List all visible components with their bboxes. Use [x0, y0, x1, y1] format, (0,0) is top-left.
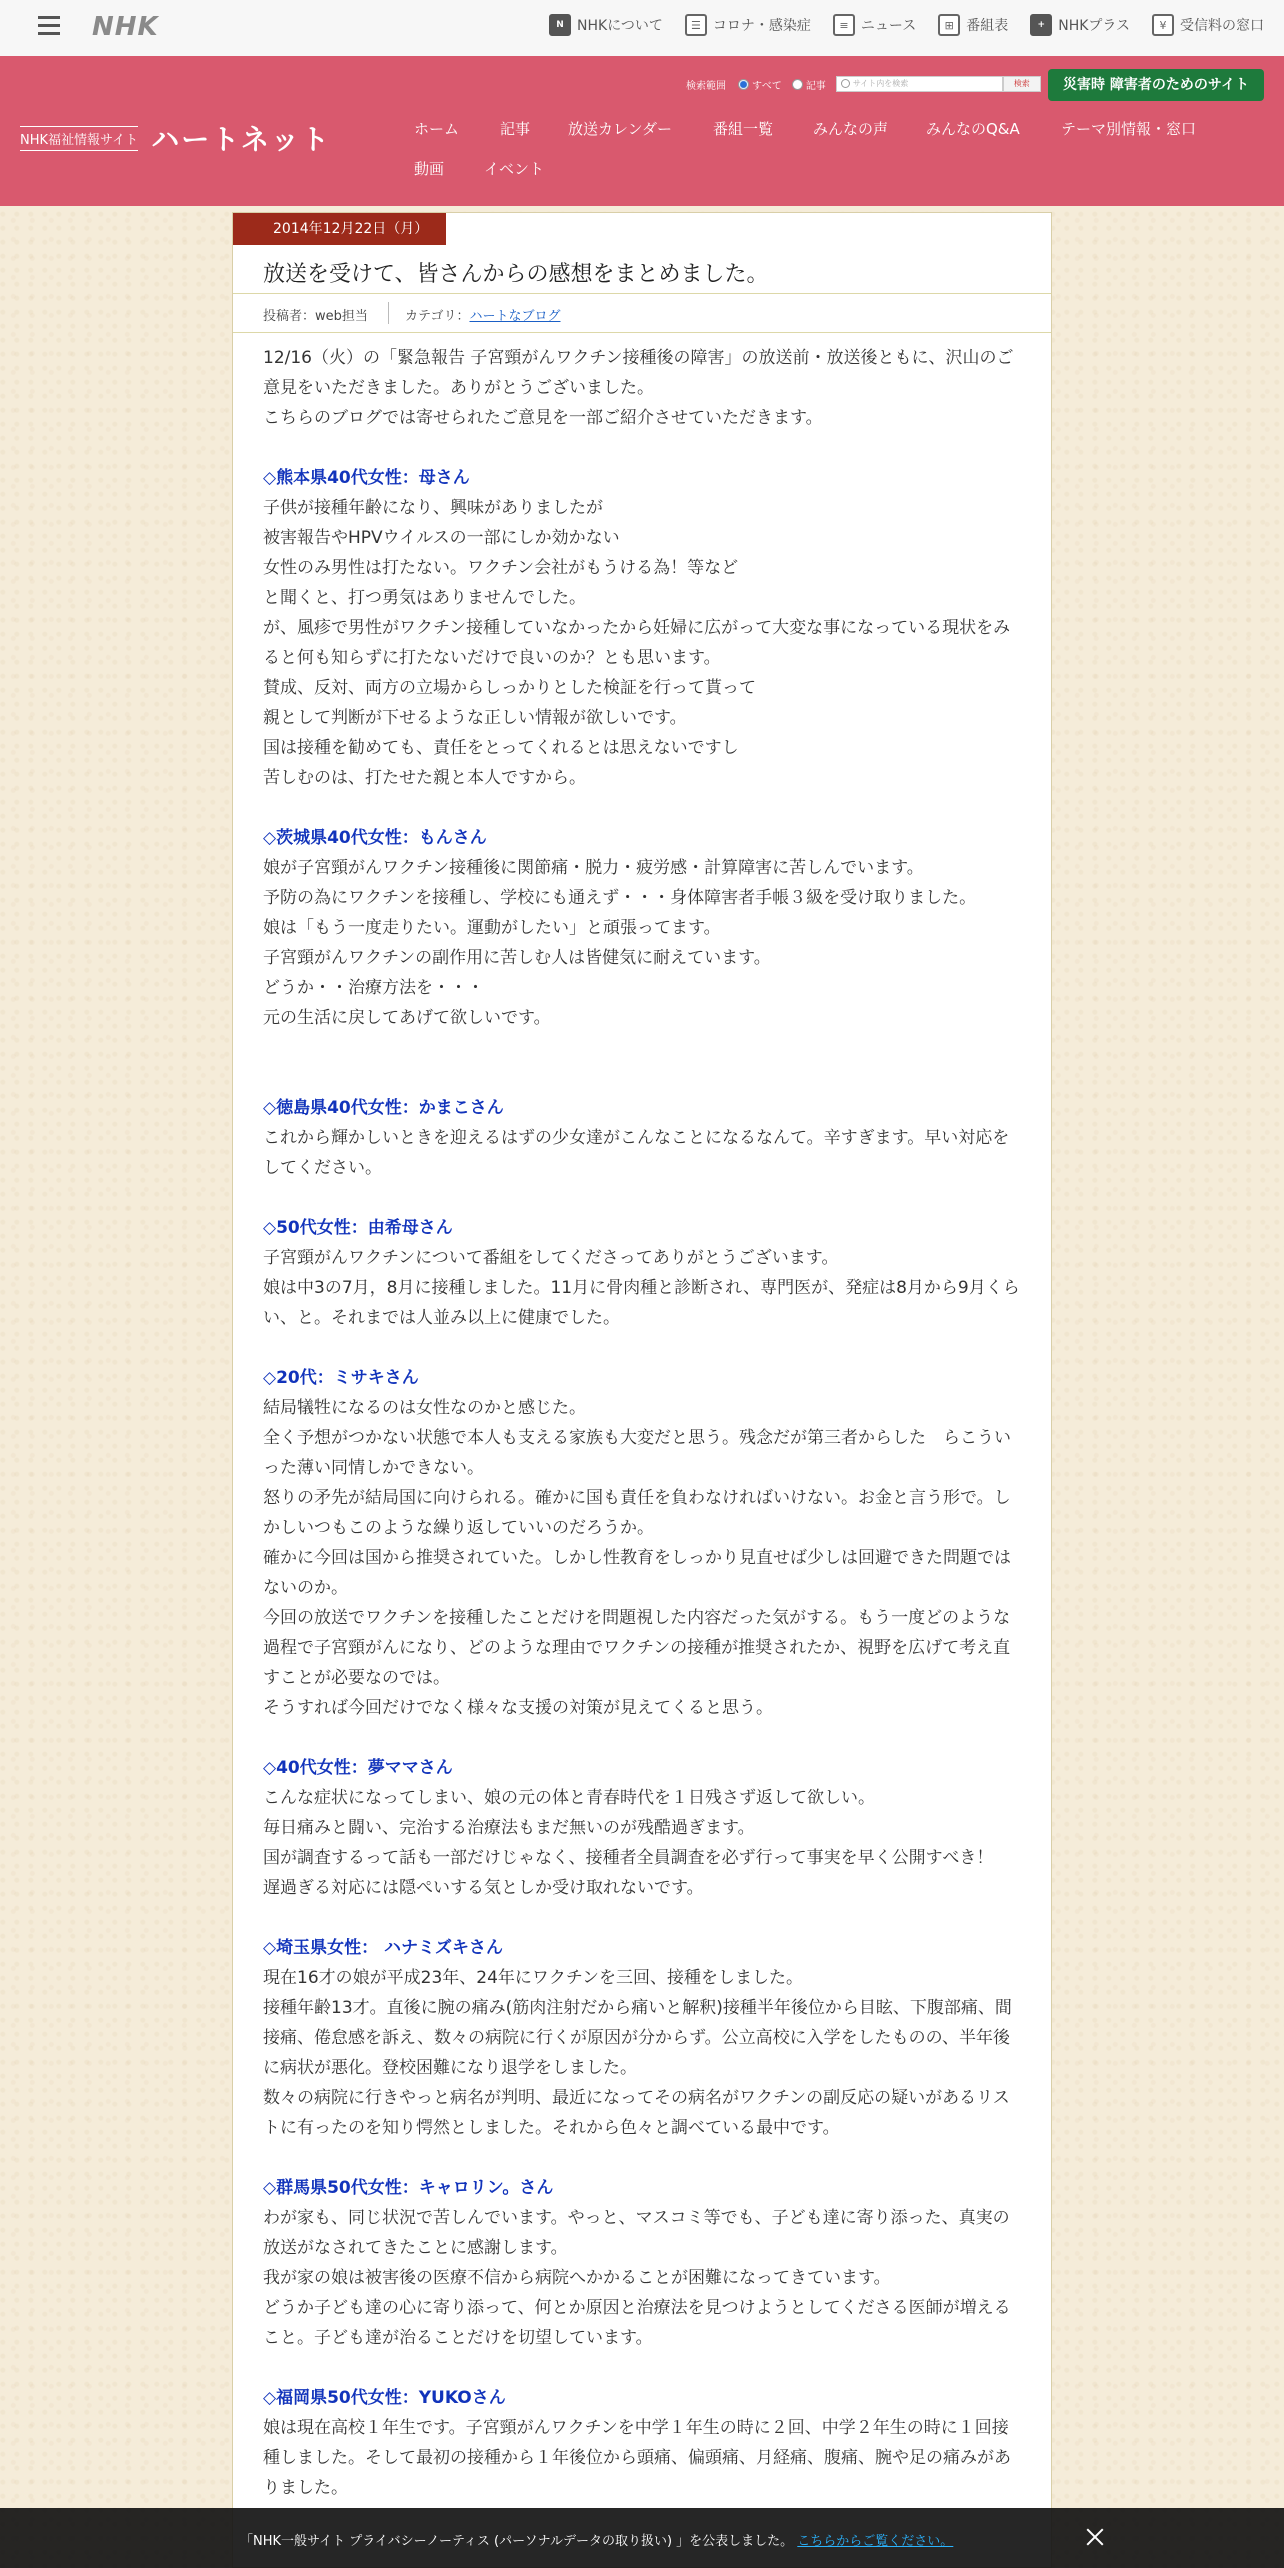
- comment-paragraph: 娘が子宮頸がんワクチン接種後に関節痛・脱力・疲労感・計算障害に苦しんでいます。: [263, 858, 924, 878]
- nav-voices[interactable]: みんなの声: [813, 120, 889, 138]
- paragraph-spacer: [263, 793, 1023, 823]
- article-title: 放送を受けて、皆さんからの感想をまとめました。: [263, 262, 769, 287]
- paragraph-spacer: [263, 2143, 1023, 2173]
- comment-paragraph: どうか・・治療方法を・・・: [263, 978, 484, 998]
- radio-label: 記事: [805, 80, 826, 92]
- nav-events[interactable]: イベント: [484, 160, 545, 178]
- radio-selected-icon: [738, 79, 749, 90]
- paragraph-spacer: [263, 1903, 1023, 1933]
- nav-articles[interactable]: 記事: [500, 120, 531, 138]
- paragraph-spacer: [263, 1033, 1023, 1063]
- comment-paragraph: 遅過ぎる対応には隠ぺいする気としか受け取れないです。: [263, 1878, 704, 1898]
- comment-paragraph: 怒りの矛先が結局国に向けられる。確かに国も責任を負わなければいけない。お金と言う形で。しかしいつもこのような繰り返していいのだろうか。: [263, 1488, 1011, 1538]
- comment-paragraph: これから輝かしいときを迎えるはずの少女達がこんなことになるなんて。辛すぎます。早い対応をしてください。: [263, 1128, 1010, 1178]
- comment-paragraph: 親として判断が下せるような正しい情報が欲しいです。: [263, 708, 687, 728]
- comment-paragraph: が、風疹で男性がワクチン接種していなかったから妊婦に広がって大変な事になっている現状をみると何も知らずに打たないだけで良いのか？とも思います。: [263, 618, 1011, 668]
- article-author: 投稿者：web担当: [263, 309, 368, 324]
- comment-paragraph: そうすれば今回だけでなく様々な支援の対策が見えてくると思う。: [263, 1698, 773, 1718]
- global-nav-label: NHKについて: [577, 18, 663, 34]
- comment-heading: ◇徳島県40代女性：かまこさん: [263, 1098, 504, 1118]
- hamburger-menu-icon[interactable]: [38, 16, 62, 38]
- comment-paragraph: 数々の病院に行きやっと病名が判明、最近になってその病名がワクチンの副反応の疑いがあるリストに有ったのを知り愕然としました。それから色々と調べている最中です。: [263, 2088, 1010, 2138]
- comment-paragraph: 賛成、反対、両方の立場からしっかりとした検証を行って貰って: [263, 678, 756, 698]
- comment-paragraph: 元の生活に戻してあげて欲しいです。: [263, 1008, 551, 1028]
- global-nav-reception[interactable]: [1152, 14, 1264, 36]
- disaster-site-button[interactable]: 災害時 障害者のためのサイト: [1048, 69, 1264, 101]
- global-nav-label: コロナ・感染症: [712, 18, 811, 34]
- paragraph-spacer: [263, 1063, 1023, 1093]
- search-input[interactable]: [836, 76, 1003, 92]
- global-nav-schedule[interactable]: [938, 14, 1008, 36]
- search-scope-articles-radio[interactable]: [792, 77, 826, 92]
- comment-paragraph: 子宮頸がんワクチンについて番組をしてくださってありがとうございます。: [263, 1248, 839, 1268]
- comment-heading: ◇茨城県40代女性：もんさん: [263, 828, 487, 848]
- comment-paragraph: 結局犠牲になるのは女性なのかと感じた。: [263, 1398, 586, 1418]
- comment-heading: ◇50代女性：由希母さん: [263, 1218, 453, 1238]
- comment-paragraph: 子宮頸がんワクチンの副作用に苦しむ人は皆健気に耐えています。: [263, 948, 771, 968]
- privacy-notice-text: [240, 2530, 953, 2549]
- article-meta: [233, 293, 1051, 333]
- comment-paragraph: 毎日痛みと闘い、完治する治療法もまだ無いのが残酷過ぎます。: [263, 1818, 755, 1838]
- paragraph-spacer: [263, 2353, 1023, 2383]
- comment-paragraph: と聞くと、打つ勇気はありませんでした。: [263, 588, 586, 608]
- nav-program-list[interactable]: 番組一覧: [713, 120, 774, 138]
- comment-paragraph: 我が家の娘は被害後の医療不信から病院へかかることが困難になってきています。: [263, 2268, 891, 2288]
- nhk-box-icon: N: [549, 14, 571, 36]
- comment-heading: ◇福岡県50代女性：YUKOさん: [263, 2388, 506, 2408]
- nhk-logo[interactable]: NHK: [92, 12, 159, 42]
- notice-message: 「NHK一般サイト プライバシーノーティス (パーソナルデータの取り扱い) 」を公表しました。: [240, 2534, 794, 2549]
- site-search: [686, 76, 1041, 92]
- comment-paragraph: 確かに今回は国から推奨されていた。しかし性教育をしっかり見直せば少しは回避できた問題ではないのか。: [263, 1548, 1011, 1598]
- paragraph-spacer: [263, 1723, 1023, 1753]
- global-nav-news[interactable]: [833, 14, 916, 36]
- comment-paragraph: 国が調査するって話も一部だけじゃなく、接種者全員調査を必ず行って事実を早く公開すべき！: [263, 1848, 994, 1868]
- comment-paragraph: 娘は現在高校１年生です。子宮頸がんワクチンを中学１年生の時に２回、中学２年生の時に１回接種しました。そして最初の接種から１年後位から頭痛、偏頭痛、月経痛、腹痛、腕や足の痛みがありました。: [263, 2418, 1011, 2498]
- nav-broadcast-calendar[interactable]: 放送カレンダー: [568, 120, 673, 138]
- global-nav-nhk-plus[interactable]: [1030, 14, 1130, 36]
- global-nav-corona[interactable]: [685, 14, 811, 36]
- comment-heading: ◇熊本県40代女性：母さん: [263, 468, 470, 488]
- search-scope-label: 検索範囲: [686, 80, 726, 92]
- comment-paragraph: 被害報告やHPVウイルスの一部にしか効かない: [263, 528, 620, 548]
- paragraph-spacer: [263, 1183, 1023, 1213]
- article-card: [232, 212, 1052, 2568]
- comment-paragraph: 娘は中3の7月，8月に接種しました。11月に骨肉種と診断され、専門医が、発症は8月から9月くらい、と。それまでは人並み以上に健康でした。: [263, 1278, 1020, 1328]
- heartnet-logo[interactable]: [20, 118, 331, 158]
- article-body: [263, 343, 1023, 2503]
- newspaper-icon: ≡: [833, 14, 855, 36]
- comment-paragraph: 接種年齢13才。直後に腕の痛み(筋肉注射だから痛いと解釈)接種半年後位から目眩、下腹部痛、間接痛、倦怠感を訴え、数々の病院に行くが原因が分からず。公立高校に入学をしたものの、半年後に病状が悪化。登校困難になり退学をしました。: [263, 1998, 1012, 2078]
- comment-paragraph: 今回の放送でワクチンを接種したことだけを問題視した内容だった気がする。もう一度どのような過程で子宮頸がんになり、どのような理由でワクチンの接種が推奨されたか、視野を広げて考え直すことが必要なのでは。: [263, 1608, 1011, 1688]
- comment-heading: ◇20代：ミサキさん: [263, 1368, 419, 1388]
- global-nav-label: 番組表: [966, 18, 1009, 34]
- nav-home[interactable]: ホーム: [414, 120, 460, 138]
- comment-paragraph: わが家も、同じ状況で苦しんでいます。やっと、マスコミ等でも、子ども達に寄り添った、真実の放送がなされてきたことに感謝します。: [263, 2208, 1010, 2258]
- comment-paragraph: こちらのブログでは寄せられたご意見を一部ご紹介させていただきます。: [263, 408, 823, 428]
- search-placeholder: サイト内を検索: [852, 79, 909, 88]
- nav-themes[interactable]: テーマ別情報・窓口: [1061, 120, 1197, 138]
- comment-paragraph: こんな症状になってしまい、娘の元の体と青春時代を１日残さず返して欲しい。: [263, 1788, 875, 1808]
- global-nav: [527, 14, 1264, 36]
- search-icon: [841, 79, 850, 88]
- comment-paragraph: どうか子ども達の心に寄り添って、何とか原因と治療法を見つけようとしてくださる医師が増えること。子ども達が治ることだけを切望しています。: [263, 2298, 1011, 2348]
- meta-divider: [388, 302, 389, 324]
- notice-link[interactable]: こちらからご覧ください。: [797, 2534, 954, 2549]
- category-link[interactable]: ハートなブログ: [469, 309, 561, 324]
- comment-paragraph: 全く予想がつかない状態で本人も支える家族も大変だと思う。残念だが第三者からした らこういった薄い同情しかできない。: [263, 1428, 1011, 1478]
- nhk-plus-icon: +: [1030, 14, 1052, 36]
- comment-paragraph: 12/16（火）の「緊急報告 子宮頸がんワクチン接種後の障害」の放送前・放送後ともに、沢山のご意見をいただきました。ありがとうございました。: [263, 348, 1014, 398]
- heartnet-header: [0, 56, 1284, 206]
- comment-paragraph: 国は接種を勧めても、責任をとってくれるとは思えないですし: [263, 738, 739, 758]
- comment-heading: ◇40代女性：夢ママさん: [263, 1758, 453, 1778]
- comment-paragraph: 現在16才の娘が平成23年、24年にワクチンを三回、接種をしました。: [263, 1968, 804, 1988]
- close-icon[interactable]: [1084, 2526, 1106, 2548]
- global-nav-about-nhk[interactable]: [549, 14, 663, 36]
- logo-title: ハートネット: [151, 123, 331, 156]
- logo-subtitle: NHK福祉情報サイト: [20, 126, 138, 151]
- article-date: 2014年12月22日（月）: [233, 213, 446, 245]
- comment-paragraph: 予防の為にワクチンを接種し、学校にも通えず・・・身体障害者手帳３級を受け取りました。: [263, 888, 977, 908]
- paragraph-spacer: [263, 1333, 1023, 1363]
- comment-paragraph: 苦しむのは、打たせた親と本人ですから。: [263, 768, 586, 788]
- comment-paragraph: 子供が接種年齢になり、興味がありましたが: [263, 498, 603, 518]
- comment-heading: ◇埼玉県女性： ハナミズキさん: [263, 1938, 503, 1958]
- document-person-icon: ☰: [685, 14, 707, 36]
- nhk-global-header: [0, 0, 1284, 57]
- paragraph-spacer: [263, 433, 1023, 463]
- comment-paragraph: 娘は「もう一度走りたい。運動がしたい」と頑張ってます。: [263, 918, 721, 938]
- reception-icon: ¥: [1152, 14, 1174, 36]
- radio-unselected-icon: [792, 79, 803, 90]
- radio-label: すべて: [752, 80, 782, 92]
- search-button[interactable]: 検索: [1003, 76, 1041, 92]
- category-label: カテゴリ：: [405, 309, 470, 324]
- comment-paragraph: 女性のみ男性は打たない。ワクチン会社がもうける為！等など: [263, 558, 739, 578]
- global-nav-label: NHKプラス: [1058, 18, 1130, 34]
- article-category: [405, 305, 561, 324]
- global-nav-label: ニュース: [860, 18, 917, 34]
- comment-heading: ◇群馬県50代女性：キャロリン。さん: [263, 2178, 554, 2198]
- privacy-notice-bar: [0, 2508, 1284, 2568]
- search-scope-all-radio[interactable]: [738, 77, 782, 92]
- nav-videos[interactable]: 動画: [414, 160, 445, 178]
- grid-schedule-icon: ⊞: [938, 14, 960, 36]
- nav-qa[interactable]: みんなのQ&A: [926, 120, 1020, 138]
- global-nav-label: 受信料の窓口: [1180, 18, 1264, 34]
